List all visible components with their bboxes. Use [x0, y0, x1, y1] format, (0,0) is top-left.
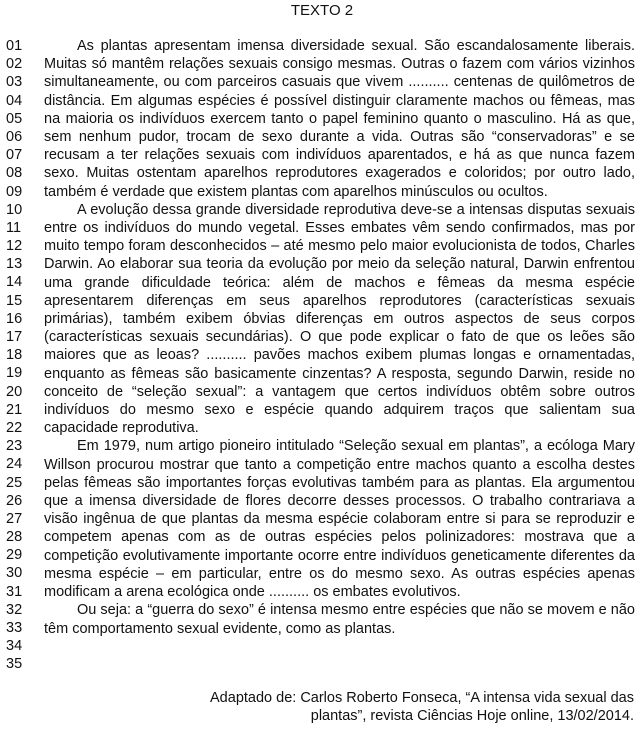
line-number: 35: [6, 656, 23, 673]
line-number: 23: [6, 438, 23, 455]
paragraph-1: As plantas apresentam imensa diversidade sexual. São escandalosamente liberais. Muitas só mantêm relações sexuais consigo mesmas. Outras o fazem com vários vizinhos simultaneamente, ou com parceiros casuais que vivem .......... centenas de quilômetros de distância. Em algumas espécies é possível distinguir claramente machos ou fêmeas, mas na maioria os indivíduos exercem tanto o papel feminino quanto o masculino. Há as que, sem nenhum pudor, trocam de sexo durante a vida. Outras são “conservadoras” e se recusam a ter relações sexuais com indivíduos aparentados, e há as que nunca fazem sexo. Muitas ostentam aparelhos reprodutores exagerados e coloridos; por outro lado, também é verdade que existem plantas com aparelhos minúsculos ou ocultos.: [44, 38, 635, 200]
line-number: 19: [6, 365, 23, 382]
line-number: 24: [6, 456, 23, 473]
line-number: 05: [6, 110, 23, 127]
source-line-2: plantas”, revista Ciências Hoje online, 13/02/2014.: [310, 708, 634, 724]
line-number: 28: [6, 529, 23, 546]
line-number: 03: [6, 74, 23, 91]
paragraph-2: A evolução dessa grande diversidade reprodutiva deve-se a intensas disputas sexuais entre os indivíduos do mundo vegetal. Esses embates vêm sendo confirmados, mas por muito tempo foram desconhecidos – até mesmo pelo maior evolucionista de todos, Charles Darwin. Ao elaborar sua teoria da evolução por meio da seleção natural, Darwin enfrentou uma grande dificuldade teórica: além de machos e fêmeas da mesma espécie apresentarem diferenças em seus aparelhos reprodutores (características sexuais primárias), também exibem óbvias diferenças em outros aspectos de seus corpos (características sexuais secundárias). O que pode explicar o fato de que os leões são maiores que as leoas? .......... pavões machos exibem plumas longas e ornamentadas, enquanto as fêmeas são basicamente cinzentas? A resposta, segundo Darwin, reside no conceito de “seleção sexual”: a vantagem que certos indivíduos obtêm sobre outros indivíduos do mesmo sexo e espécie quando adquirem traços que salientam sua capacidade reprodutiva.: [44, 201, 635, 437]
line-number: 08: [6, 165, 23, 182]
line-number: 01: [6, 38, 23, 54]
line-number: 02: [6, 56, 23, 73]
line-number: 31: [6, 583, 23, 600]
line-number: 17: [6, 329, 23, 345]
line-number: 34: [6, 638, 23, 655]
line-number: 33: [6, 620, 23, 636]
paragraph-3: Em 1979, num artigo pioneiro intitulado “Seleção sexual em plantas”, a ecóloga Mary Willson procurou mostrar que tanto a competição entre machos quanto a escolha destes pelas fêmeas são importantes forças evolutivas também para as plantas. Ela argumentou que a imensa diversidade de flores decorre desses processos. O trabalho contrariava a visão ingênua de que plantas da mesma espécie colaboram entre si para se reproduzir e competem apenas com as de outras espécies pelos polinizadores: mostrava que a competição evolutivamente importante ocorre entre indivíduos geneticamente diferentes da mesma espécie – em particular, entre os do mesmo sexo. As outras espécies apenas modificam a arena ecológica onde .......... os embates evolutivos.: [44, 438, 635, 601]
line-number: 13: [6, 256, 23, 273]
line-number: 07: [6, 147, 23, 164]
source-citation: [174, 689, 634, 725]
line-number: 18: [6, 347, 23, 364]
line-number: 09: [6, 183, 23, 200]
line-number: 04: [6, 92, 23, 109]
article-body: [44, 37, 635, 638]
line-number: 14: [6, 274, 23, 291]
line-numbers-column: [6, 37, 36, 674]
line-number: 16: [6, 310, 23, 327]
text-title: TEXTO 2: [290, 2, 354, 19]
line-number: 10: [6, 201, 23, 218]
line-number: 20: [6, 383, 23, 400]
line-number: 06: [6, 128, 23, 145]
line-number: 25: [6, 474, 23, 491]
line-number: 30: [6, 565, 23, 582]
line-number: 29: [6, 547, 23, 564]
line-number: 11: [6, 219, 22, 236]
paragraph-4: Ou seja: a “guerra do sexo” é intensa mesmo entre espécies que não se movem e não têm comportamento sexual evidente, como as plantas.: [44, 602, 635, 637]
line-number: 15: [6, 292, 23, 309]
line-number: 26: [6, 492, 23, 509]
line-number: 21: [6, 401, 23, 418]
line-number: 32: [6, 601, 23, 618]
source-line-1: Adaptado de: Carlos Roberto Fonseca, “A intensa vida sexual das: [210, 690, 634, 706]
line-number: 22: [6, 419, 23, 436]
line-number: 27: [6, 510, 23, 527]
line-number: 12: [6, 238, 23, 255]
